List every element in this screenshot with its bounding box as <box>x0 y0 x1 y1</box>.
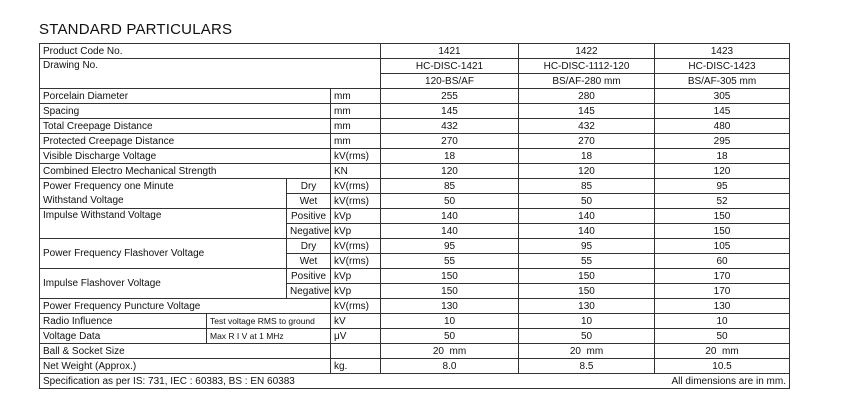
cell-value: HC-DISC-1112-120 <box>519 59 655 74</box>
cell-value: 18 <box>381 149 519 164</box>
cell-value: 295 <box>655 134 790 149</box>
table-row <box>40 179 790 194</box>
cell-value: 1421 <box>381 44 519 59</box>
cell-value: 140 <box>519 209 655 224</box>
row-unit: kV(rms) <box>331 179 381 194</box>
cell-value: HC-DISC-1421 <box>381 59 519 74</box>
cell-value: 10 <box>519 314 655 329</box>
cell-value: 170 <box>655 269 790 284</box>
cell-value: HC-DISC-1423 <box>655 59 790 74</box>
cell-value: 8.5 <box>519 359 655 374</box>
cell-value: 130 <box>655 299 790 314</box>
cell-value: 20 mm <box>519 344 655 359</box>
table-row <box>40 149 790 164</box>
row-label: Visible Discharge Voltage <box>40 149 331 164</box>
cell-value: 10.5 <box>655 359 790 374</box>
row-unit: kV(rms) <box>331 299 381 314</box>
cell-value: 432 <box>519 119 655 134</box>
cell-value: 150 <box>381 284 519 299</box>
row-unit: kVp <box>331 269 381 284</box>
row-unit: kV(rms) <box>331 239 381 254</box>
row-label: Porcelain Diameter <box>40 89 331 104</box>
table-row <box>40 164 790 179</box>
cell-value: 255 <box>381 89 519 104</box>
table-row <box>40 209 790 224</box>
cell-value: 270 <box>519 134 655 149</box>
table-row <box>40 329 790 344</box>
row-unit: kV(rms) <box>331 149 381 164</box>
row-label: Impulse Flashover Voltage <box>40 269 287 299</box>
row-condition: Dry <box>287 239 331 254</box>
row-condition: Test voltage RMS to ground <box>207 314 331 329</box>
cell-value: BS/AF-280 mm <box>519 74 655 89</box>
cell-value: 60 <box>655 254 790 269</box>
table-row <box>40 89 790 104</box>
cell-value: 150 <box>655 209 790 224</box>
cell-value: 50 <box>655 329 790 344</box>
row-condition: Positive <box>287 209 331 224</box>
row-unit: kVp <box>331 209 381 224</box>
cell-value: 140 <box>381 224 519 239</box>
standard-particulars-table <box>39 43 790 389</box>
table-footer <box>40 374 790 389</box>
table-row <box>40 359 790 374</box>
table-row <box>40 134 790 149</box>
cell-value: 95 <box>381 239 519 254</box>
cell-value: BS/AF-305 mm <box>655 74 790 89</box>
cell-value: 130 <box>381 299 519 314</box>
cell-value: 18 <box>655 149 790 164</box>
cell-value: 95 <box>519 239 655 254</box>
row-label: Voltage Data <box>40 329 207 344</box>
table-row <box>40 269 790 284</box>
row-condition: Negative <box>287 224 331 239</box>
table-row <box>40 344 790 359</box>
cell-value: 305 <box>655 89 790 104</box>
cell-value: 20 mm <box>655 344 790 359</box>
row-unit: mm <box>331 89 381 104</box>
row-unit: mm <box>331 119 381 134</box>
cell-value: 1422 <box>519 44 655 59</box>
cell-value: 50 <box>519 329 655 344</box>
cell-value: 8.0 <box>381 359 519 374</box>
row-label: Combined Electro Mechanical Strength <box>40 164 331 179</box>
row-condition: Negative <box>287 284 331 299</box>
table-row <box>40 239 790 254</box>
cell-value: 50 <box>519 194 655 209</box>
cell-value: 150 <box>519 284 655 299</box>
cell-value: 120-BS/AF <box>381 74 519 89</box>
row-label: Ball & Socket Size <box>40 344 331 359</box>
cell-value: 130 <box>519 299 655 314</box>
row-unit <box>331 344 381 359</box>
row-label: Drawing No. <box>40 59 381 89</box>
row-unit: kV(rms) <box>331 194 381 209</box>
cell-value: 55 <box>381 254 519 269</box>
cell-value: 52 <box>655 194 790 209</box>
table-row <box>40 194 790 209</box>
row-condition: Max R I V at 1 MHz <box>207 329 331 344</box>
cell-value: 150 <box>655 224 790 239</box>
cell-value: 50 <box>381 194 519 209</box>
specification-note: Specification as per IS: 731, IEC : 60383, BS : EN 60383 <box>43 375 295 387</box>
cell-value: 1423 <box>655 44 790 59</box>
cell-value: 480 <box>655 119 790 134</box>
row-label: Net Weight (Approx.) <box>40 359 331 374</box>
row-unit: kVp <box>331 284 381 299</box>
row-unit: kV(rms) <box>331 254 381 269</box>
cell-value: 145 <box>519 104 655 119</box>
cell-value: 105 <box>655 239 790 254</box>
dimensions-note: All dimensions are in mm. <box>671 375 786 387</box>
row-label: Power Frequency Flashover Voltage <box>40 239 287 269</box>
row-unit: kVp <box>331 224 381 239</box>
table-row <box>40 314 790 329</box>
row-condition: Wet <box>287 254 331 269</box>
cell-value: 120 <box>519 164 655 179</box>
row-label: Protected Creepage Distance <box>40 134 331 149</box>
row-label: Withstand Voltage <box>40 194 287 209</box>
row-unit: kg. <box>331 359 381 374</box>
page-title: STANDARD PARTICULARS <box>39 21 233 38</box>
cell-value: 170 <box>655 284 790 299</box>
cell-value: 85 <box>381 179 519 194</box>
row-label: Product Code No. <box>40 44 381 59</box>
cell-value: 18 <box>519 149 655 164</box>
cell-value: 145 <box>381 104 519 119</box>
footer-cell <box>40 374 790 389</box>
cell-value: 50 <box>381 329 519 344</box>
row-condition: Dry <box>287 179 331 194</box>
cell-value: 140 <box>519 224 655 239</box>
row-unit: mm <box>331 104 381 119</box>
cell-value: 150 <box>519 269 655 284</box>
cell-value: 145 <box>655 104 790 119</box>
cell-value: 20 mm <box>381 344 519 359</box>
cell-value: 85 <box>519 179 655 194</box>
cell-value: 140 <box>381 209 519 224</box>
row-label: Power Frequency Puncture Voltage <box>40 299 331 314</box>
cell-value: 280 <box>519 89 655 104</box>
table-row <box>40 119 790 134</box>
row-unit: KN <box>331 164 381 179</box>
cell-value: 10 <box>655 314 790 329</box>
cell-value: 432 <box>381 119 519 134</box>
table-row <box>40 59 790 74</box>
table-row <box>40 44 790 59</box>
row-label: Total Creepage Distance <box>40 119 331 134</box>
table-row <box>40 104 790 119</box>
row-label: Spacing <box>40 104 331 119</box>
cell-value: 95 <box>655 179 790 194</box>
row-label: Power Frequency one Minute <box>40 179 287 194</box>
cell-value: 150 <box>381 269 519 284</box>
cell-value: 120 <box>655 164 790 179</box>
row-label: Radio Influence <box>40 314 207 329</box>
row-condition: Wet <box>287 194 331 209</box>
cell-value: 10 <box>381 314 519 329</box>
table-row <box>40 299 790 314</box>
row-unit: mm <box>331 134 381 149</box>
row-unit: kV <box>331 314 381 329</box>
row-condition: Positive <box>287 269 331 284</box>
cell-value: 120 <box>381 164 519 179</box>
cell-value: 55 <box>519 254 655 269</box>
row-label: Impulse Withstand Voltage <box>40 209 287 239</box>
cell-value: 270 <box>381 134 519 149</box>
row-unit: μV <box>331 329 381 344</box>
